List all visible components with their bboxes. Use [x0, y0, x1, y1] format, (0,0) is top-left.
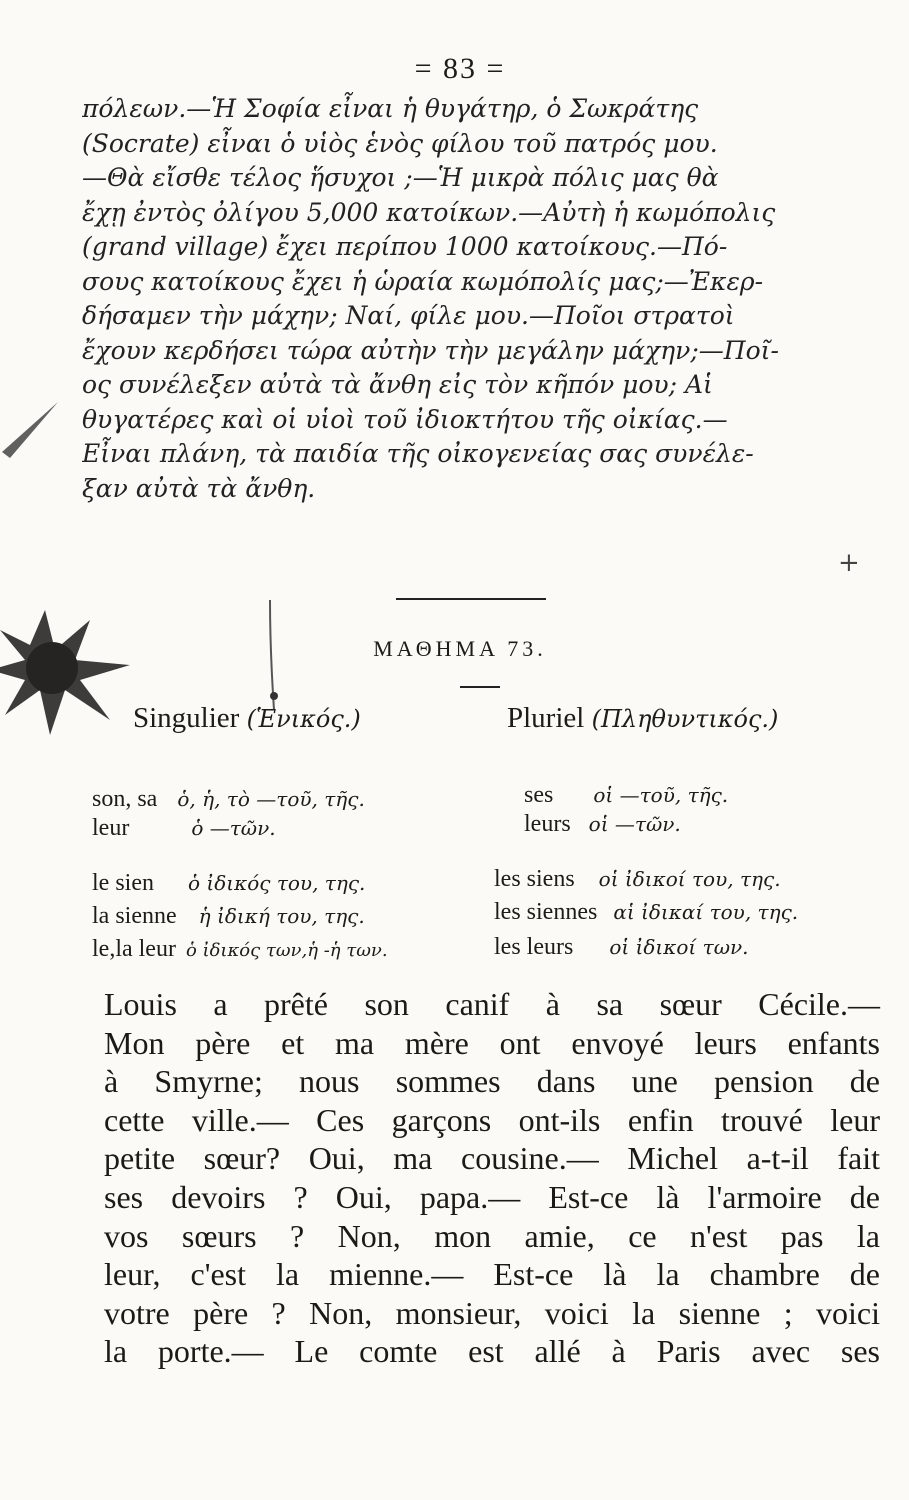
table-row [494, 866, 781, 893]
singular-heading [133, 702, 361, 735]
margin-cross-mark: + [838, 548, 860, 578]
fr-singular: le,la leur [92, 936, 176, 962]
gr-singular: ὁ, ἡ, τὸ —τοῦ, τῆς. [177, 787, 365, 811]
singular-label: Singulier [133, 702, 240, 734]
gr-singular: ὁ —τῶν. [191, 816, 276, 840]
table-row [92, 786, 365, 813]
plural-greek-label: (Πληθυντικός.) [591, 705, 779, 733]
gr-plural: οἱ ἰδικοί των. [609, 935, 749, 959]
french-line: ses devoirs ? Oui, papa.— Est-ce là l'armoire de [104, 1178, 880, 1215]
fr-plural: les siens [494, 866, 575, 892]
french-line: la porte.— Le comte est allé à Paris avec ses [104, 1333, 880, 1370]
table-row [92, 815, 276, 842]
greek-line: ξαν αὐτὰ τὰ ἄνθη. [82, 473, 316, 503]
table-row [524, 811, 681, 838]
gr-singular: ὁ ἰδικός των,ἡ -ἡ των. [185, 940, 388, 961]
fr-plural: leurs [524, 811, 571, 837]
french-line: à Smyrne; nous sommes dans une pension de [104, 1063, 880, 1100]
gr-plural: οἱ ἰδικοί του, της. [598, 867, 781, 891]
greek-line: ἔχῃ ἐντὸς ὀλίγου 5,000 κατοίκων.—Αὐτὴ ἡ κωμόπολις [82, 197, 776, 227]
lesson-title: ΜΑΘΗΜΑ 73. [373, 636, 547, 661]
pencil-mark [0, 400, 60, 470]
french-line: cette ville.— Ces garçons ont-ils enfin trouvé leur [104, 1101, 880, 1138]
fr-singular: la sienne [92, 903, 177, 929]
greek-line: ος συνέλεξεν αὐτὰ τὰ ἄνθη εἰς τὸν κῆπόν μου; Αἱ [82, 370, 713, 399]
gr-plural: οἱ —τοῦ, τῆς. [593, 783, 729, 807]
french-passage [104, 985, 880, 1371]
table-row [494, 899, 798, 926]
greek-passage [82, 92, 882, 506]
greek-line: (Socrate) εἶναι ὁ υἱὸς ἑνὸς φίλου τοῦ πατρός μου. [82, 128, 718, 158]
french-line: Mon père et ma mère ont envoyé leurs enfants [104, 1024, 880, 1061]
greek-line: Εἶναι πλάνη, τὰ παιδία τῆς οἰκογενείας σας συνέλε- [82, 439, 754, 468]
greek-line: ἔχουν κερδήσει τώρα αὐτὴν τὴν μεγάλην μάχην;—Ποῖ- [82, 335, 779, 365]
gr-plural: οἱ —τῶν. [588, 812, 681, 836]
table-row [524, 782, 728, 809]
plural-label: Pluriel [507, 702, 585, 734]
fr-plural: ses [524, 782, 554, 808]
fr-singular: leur [92, 815, 130, 841]
french-line: Louis a prêté son canif à sa sœur Cécile.— [104, 986, 880, 1022]
title-underline [460, 686, 500, 688]
greek-line: —Θὰ εἴσθε τέλος ἥσυχοι ;—Ἡ μικρὰ πόλις μας θὰ [82, 163, 719, 192]
gr-plural: αἱ ἰδικαί του, της. [613, 900, 799, 924]
singular-greek-label: (Ἑνικός.) [246, 705, 361, 733]
greek-line: σους κατοίκους ἔχει ἡ ὡραία κωμόπολίς μας;—Ἐκερ- [82, 266, 764, 296]
fr-singular: le sien [92, 870, 154, 896]
french-line: leur, c'est la mienne.— Est-ce là la chambre de [104, 1256, 880, 1293]
ink-blot-stain [0, 590, 140, 740]
greek-line: πόλεων.—Ἡ Σοφία εἶναι ἡ θυγάτηρ, ὁ Σωκράτης [82, 94, 699, 123]
table-row [92, 903, 365, 930]
gr-singular: ὁ ἰδικός του, της. [187, 871, 366, 895]
fr-plural: les siennes [494, 899, 598, 925]
page-number: = 83 = [414, 52, 506, 85]
greek-line: θυγατέρες καὶ οἱ υἱοὶ τοῦ ἰδιοκτήτου τῆς οἰκίας.— [82, 404, 728, 434]
table-row [494, 934, 749, 961]
fr-plural: les leurs [494, 934, 574, 960]
plural-heading [507, 702, 778, 735]
french-line: vos sœurs ? Non, mon amie, ce n'est pas la [104, 1217, 880, 1254]
greek-line: (grand village) ἔχει περίπου 1000 κατοίκους.—Πό- [82, 232, 728, 261]
fr-singular: son, sa [92, 786, 158, 812]
greek-line: δήσαμεν τὴν μάχην; Ναί, φίλε μου.—Ποῖοι στρατοὶ [82, 301, 735, 330]
french-line: petite sœur? Oui, ma cousine.— Michel a-t-il fait [104, 1140, 880, 1177]
section-divider [396, 598, 546, 600]
table-row [92, 936, 388, 963]
table-row [92, 870, 365, 897]
gr-singular: ἡ ἰδική του, της. [198, 904, 365, 928]
french-line: votre père ? Non, monsieur, voici la sienne ; voici [104, 1294, 880, 1331]
